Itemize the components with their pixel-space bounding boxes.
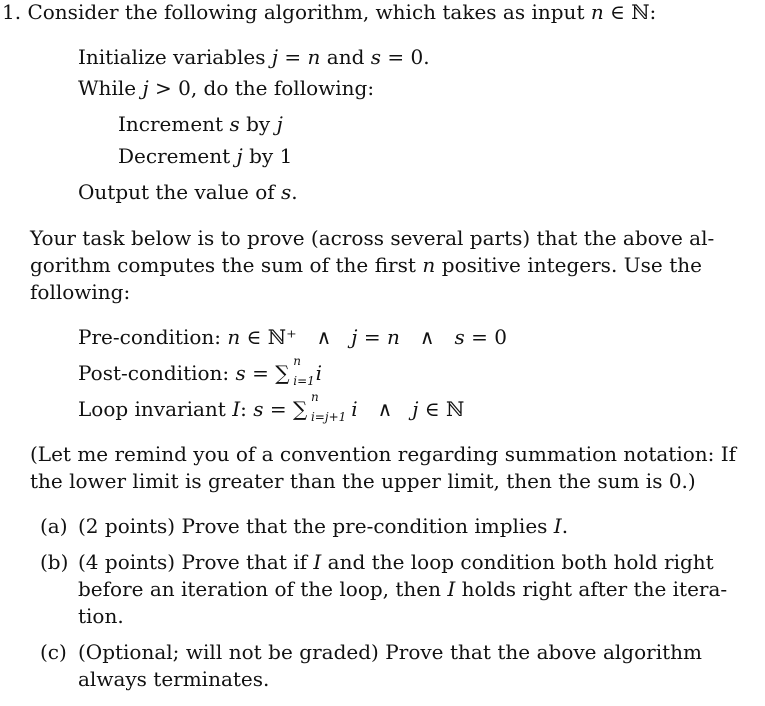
task-line-1: Your task below is to prove (across several parts) that the above al-: [30, 226, 715, 250]
part-a-label: (a): [40, 514, 68, 538]
var-j: j: [236, 144, 243, 168]
problem-number: 1.: [2, 0, 22, 24]
algo-text: > 0, do the following:: [148, 76, 375, 100]
part-a-text: [78, 514, 568, 538]
sum-lower-limit: i=1: [293, 374, 315, 388]
algorithm-line-increment: [118, 112, 283, 136]
algo-text: Output the value of: [78, 180, 281, 204]
algo-text: and: [320, 45, 371, 69]
problem-intro: Consider the following algorithm, which takes as input: [27, 0, 591, 24]
set-naturals: ∈ ℕ: [418, 397, 465, 421]
algorithm-line-output: [78, 180, 298, 204]
var-j: j: [271, 45, 279, 69]
reminder-line-2: the lower limit is greater than the upper limit, then the sum is 0.): [30, 469, 696, 493]
part-b-text: holds right after the itera-: [455, 577, 728, 601]
problem-intro-set: ∈ ℕ:: [603, 0, 657, 24]
logical-and: ∧: [377, 397, 393, 421]
var-s: s: [229, 112, 240, 136]
part-c-line-2: always terminates.: [78, 667, 270, 691]
algo-text: Increment: [118, 112, 230, 136]
sum-upper-limit: n: [293, 354, 302, 368]
algorithm-line-while: [78, 76, 374, 100]
part-b-line-2: [78, 577, 728, 601]
var-I: I: [232, 397, 241, 421]
equals: =: [263, 397, 293, 421]
part-c-line-1: (Optional; will not be graded) Prove that the above algorithm: [78, 640, 702, 664]
sum-lower-limit: i=j+1: [310, 410, 347, 424]
var-s: s: [454, 325, 465, 349]
task-text: gorithm computes the sum of the first: [30, 253, 423, 277]
var-j: j: [276, 112, 283, 136]
part-b-text: and the loop condition both hold right: [321, 550, 714, 574]
loop-invariant-label: Loop invariant: [78, 397, 233, 421]
post-condition-label: Post-condition:: [78, 361, 236, 385]
algo-text: by 1: [242, 144, 293, 168]
logical-and: ∧: [316, 325, 332, 349]
equals: =: [357, 325, 387, 349]
sum-symbol: ∑: [292, 397, 308, 421]
var-n: n: [227, 325, 241, 349]
set-naturals-positive: ∈ ℕ⁺: [240, 325, 297, 349]
part-a-body: (2 points) Prove that the pre-condition implies: [78, 514, 554, 538]
pre-condition: [78, 325, 507, 349]
algo-text: =: [278, 45, 308, 69]
equals-zero: = 0: [464, 325, 507, 349]
algo-text: Initialize variables: [78, 45, 272, 69]
task-line-2: [30, 253, 702, 277]
summation: [292, 390, 347, 424]
algo-text: Decrement: [118, 144, 237, 168]
algo-text: While: [78, 76, 143, 100]
var-n: n: [422, 253, 436, 277]
var-I: I: [313, 550, 322, 574]
var-i: i: [351, 397, 358, 421]
logical-and: ∧: [419, 325, 435, 349]
part-c-label: (c): [40, 640, 67, 664]
algorithm-line-decrement: [118, 144, 292, 168]
var-s: s: [253, 397, 264, 421]
sum-upper-limit: n: [310, 390, 319, 404]
var-i: i: [315, 361, 322, 385]
part-b-label: (b): [40, 550, 69, 574]
var-j: j: [351, 325, 358, 349]
equals: =: [245, 361, 276, 385]
problem-header: [2, 0, 656, 24]
task-line-3: following:: [30, 280, 131, 304]
period: .: [561, 514, 569, 538]
reminder-line-1: (Let me remind you of a convention regarding summation notation: If: [30, 442, 737, 466]
algo-text: .: [291, 180, 298, 204]
sum-symbol: ∑: [275, 361, 290, 385]
var-j: j: [142, 76, 149, 100]
part-b-line-1: [78, 550, 714, 574]
var-I: I: [447, 577, 456, 601]
var-I: I: [553, 514, 562, 538]
algo-text: = 0.: [381, 45, 430, 69]
var-s: s: [281, 180, 292, 204]
part-b-text: before an iteration of the loop, then: [78, 577, 448, 601]
algo-text: by: [239, 112, 277, 136]
colon: :: [240, 397, 254, 421]
post-condition: [78, 354, 322, 388]
var-n: n: [386, 325, 400, 349]
var-j: j: [412, 397, 419, 421]
loop-invariant: [78, 390, 465, 424]
summation: [275, 354, 315, 388]
var-s: s: [235, 361, 246, 385]
pre-condition-label: Pre-condition:: [78, 325, 228, 349]
algorithm-line-initialize: [78, 45, 430, 69]
part-b-line-3: tion.: [78, 604, 124, 628]
problem-intro-var: n: [590, 0, 604, 24]
part-b-text: (4 points) Prove that if: [78, 550, 314, 574]
task-text: positive integers. Use the: [435, 253, 702, 277]
var-n: n: [307, 45, 321, 69]
var-s: s: [370, 45, 381, 69]
